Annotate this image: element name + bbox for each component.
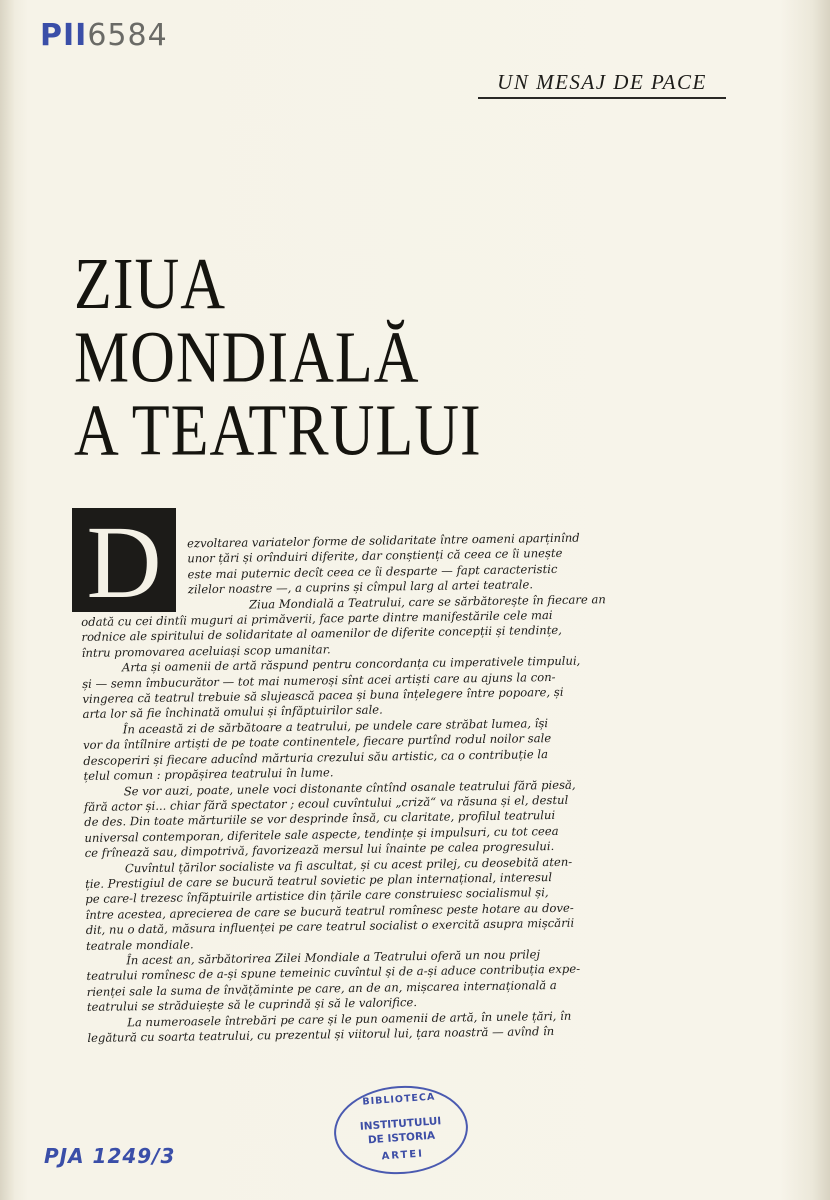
binding-edge xyxy=(0,0,14,1200)
body-line: rienței sale la suma de învățăminte pe care, an de an, mișcarea internațională a xyxy=(86,977,557,999)
call-number: PJA 1249/3 xyxy=(44,1144,176,1168)
body-line: rodnice ale spiritului de solidaritate al oamenilor de diferite concepții și tendințe, xyxy=(81,623,563,645)
stamp-line-1: BIBLIOTECA xyxy=(362,1091,436,1108)
archive-code-handwritten: PII xyxy=(40,18,88,53)
body-line: vor da întîlnire artiști de pe toate continentele, fiecare purtînd rodul noilor sale xyxy=(82,731,552,753)
body-line: pe care-l trezesc înfăptuirile artistice din țările care construiesc socialismul și, xyxy=(85,885,549,907)
body-line: de des. Din toate mărturiile se vor desprinde însă, cu claritate, profilul teatrului xyxy=(84,808,556,830)
body-line: Se vor auzi, poate, unele voci distonante cîntînd osanale teatrului fără piesă, xyxy=(123,777,576,798)
section-heading: UN MESAJ DE PACE xyxy=(478,70,726,99)
archive-code xyxy=(40,18,168,53)
body-line: teatrului se străduiește să le cuprindă și să le valorifice. xyxy=(86,995,418,1015)
body-line: ție. Prestigiul de care se bucură teatrul sovietic pe plan internațional, interesul xyxy=(85,869,553,891)
body-line: ce frînează sau, dimpotrivă, favorizează mersul lui înainte pe calea progresului. xyxy=(84,839,555,861)
body-line: și — semn îmbucurător — tot mai numeroși sînt acei artiști care au ajuns la con- xyxy=(82,669,556,691)
article-body xyxy=(80,528,743,1046)
body-line: În această zi de sărbătoare a teatrului, pe undele care străbat lumea, își xyxy=(122,715,549,737)
body-line: este mai puternic decît ceea ce îi desparte — fapt caracteristic xyxy=(187,561,558,582)
body-line: Ziua Mondială a Teatrului, care se sărbătorește în fiecare an xyxy=(248,591,606,612)
body-line: descoperiri și fiecare aducînd mărturia crezului său artistic, ca o contribuție la xyxy=(83,746,549,768)
body-line: La numeroasele întrebări pe care și le pun oamenii de artă, în unele țări, în xyxy=(127,1008,572,1029)
body-line: În acest an, sărbătorirea Zilei Mondiale a Teatrului oferă un nou prilej xyxy=(126,947,541,968)
body-line: unor țări și orînduiri diferite, dar conștienți că ceea ce îi unește xyxy=(187,546,563,566)
drop-cap-letter: D xyxy=(86,505,162,620)
body-line: Cuvîntul țărilor socialiste va fi ascultat, și cu acest prilej, cu deosebită aten- xyxy=(124,854,573,875)
library-stamp xyxy=(331,1081,471,1178)
body-line: odată cu cei dintîi muguri ai primăverii, face parte dintre manifestările cele mai xyxy=(81,608,553,630)
title-line-3: A TEATRULUI xyxy=(74,390,482,472)
body-line: teatrului romînesc de a-și spune temeinic cuvîntul și de a-și aduce contribuția expe- xyxy=(86,962,581,984)
body-line: legătură cu soarta teatrului, cu prezentul și viitorul lui, țara noastră — avînd în xyxy=(87,1024,555,1045)
body-line: țelul comun : propășirea teatrului în lume. xyxy=(83,765,334,784)
body-line: zilelor noastre —, a cuprins și cîmpul larg al artei teatrale. xyxy=(187,577,534,597)
stamp-line-4: ARTEI xyxy=(381,1148,425,1163)
stamp-line-3: DE ISTORIA xyxy=(367,1129,436,1147)
archive-code-stamped: 6584 xyxy=(87,18,168,53)
body-line: teatrale mondiale. xyxy=(85,936,194,953)
title-line-2: MONDIALĂ xyxy=(74,317,420,398)
body-line: ezvoltarea variatelor forme de solidaritate între oameni aparținînd xyxy=(186,530,580,551)
body-line: universal contemporan, diferitele sale aspecte, tendințe și impulsuri, cu tot ceea xyxy=(84,823,559,845)
stamp-line-2: INSTITUTULUI xyxy=(359,1115,442,1133)
body-line: întru promovarea aceluiași scop umanitar. xyxy=(81,642,331,660)
title-line-1: ZIUA xyxy=(74,244,227,325)
body-line: între acestea, aprecierea de care se bucură teatrul romînesc peste hotare au dove- xyxy=(85,900,574,922)
body-line: fără actor și... chiar fără spectator ; ecoul cuvîntului „criză“ va răsuna și el, destul xyxy=(83,792,569,814)
article-title xyxy=(74,244,674,472)
body-line: arta lor să fie închinată omului și înfăptuirilor sale. xyxy=(82,702,383,722)
body-line: vingerea că teatrul trebuie să slujească pacea și buna înțelegere între popoare, și xyxy=(82,684,564,707)
body-line: Arta și oamenii de artă răspund pentru concordanța cu imperativele timpului, xyxy=(121,653,581,675)
body-line: dit, nu o dată, măsura influenței pe care teatrul socialist o exercită asupra mișcării xyxy=(85,915,575,938)
